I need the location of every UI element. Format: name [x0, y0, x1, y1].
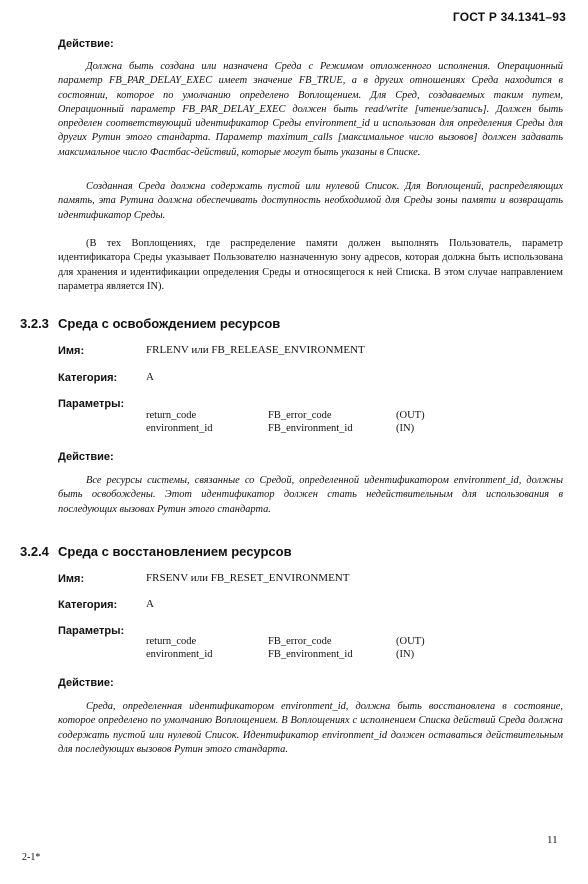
action-paragraph: Все ресурсы системы, связанные со Средой, определенной идентификатором environment_id, должны быть освобождены. Этот идентификатор должен стать недействительным для использования в последующих вызовах Рутин этого стандарта. — [58, 475, 563, 515]
action-label: Действие: — [58, 677, 114, 689]
params-table — [0, 410, 588, 438]
category-label: Категория: — [58, 372, 118, 384]
action-label: Действие: — [58, 38, 114, 50]
section-heading-3-2-4 — [20, 544, 292, 559]
standard-header: ГОСТ Р 34.1341–93 — [452, 10, 566, 24]
action-paragraph-1: Должна быть создана или назначена Среда с Режимом отложенного исполнения. Операционный параметр FB_PAR_DELAY_EXEC имеет значение FB_TRUE, а в других отношениях Среда находится в состоянии, которое по умолчанию определено Воплощением. Для Сред, создаваемых таким путем, Операционный параметр FB_PAR_DELAY_EXEC должен быть read/write [чтение/запись]. Должен быть определен соответствующий идентификатор Среды environment_id и использован для определения Среды для других Рутин этого стандарта. Параметр maximum_calls [максимальное число вызовов] должен задавать максимальное число Фастбас-действий, которые могут быть указаны в Списке. — [58, 61, 563, 158]
section-title: Среда с восстановлением ресурсов — [58, 544, 292, 559]
name-label: Имя: — [58, 345, 85, 357]
routine-name: FRSENV или FB_RESET_ENVIRONMENT — [146, 572, 350, 584]
routine-name: FRLENV или FB_RELEASE_ENVIRONMENT — [146, 344, 365, 356]
action-paragraph-3: (В тех Воплощениях, где распределение памяти должен выполнять Пользователь, параметр идентификатора Среды указывает Пользователю назначенную зону адресов, которая должна быть использована для хранения и идентификации определения Среды и относящегося к ней Списка. В этом случае направлением параметра является IN). — [58, 238, 563, 292]
param-name: return_code — [146, 410, 197, 421]
params-label: Параметры: — [58, 625, 125, 637]
params-table — [0, 636, 588, 664]
section-number: 3.2.4 — [20, 544, 49, 559]
param-direction: (IN) — [396, 423, 415, 434]
param-type: FB_error_code — [268, 636, 332, 647]
section-number: 3.2.3 — [20, 316, 49, 331]
param-type: FB_environment_id — [268, 649, 353, 660]
action-label: Действие: — [58, 451, 114, 463]
category-value: A — [146, 598, 154, 610]
param-type: FB_error_code — [268, 410, 332, 421]
category-label: Категория: — [58, 599, 118, 611]
param-name: environment_id — [146, 423, 213, 434]
param-name: return_code — [146, 636, 197, 647]
param-direction: (OUT) — [396, 410, 425, 421]
category-value: A — [146, 371, 154, 383]
param-direction: (OUT) — [396, 636, 425, 647]
param-name: environment_id — [146, 649, 213, 660]
section-heading-3-2-3 — [20, 316, 280, 331]
action-paragraph-2: Созданная Среда должна содержать пустой или нулевой Список. Для Воплощений, распределяющих память, эта Рутина должна обеспечивать доступность необходимой для Среды зоны памяти и возвращать идентификатор Среды. — [58, 181, 563, 221]
params-label: Параметры: — [58, 398, 125, 410]
param-direction: (IN) — [396, 649, 415, 660]
section-title: Среда с освобождением ресурсов — [58, 316, 281, 331]
page-number: 11 — [547, 834, 558, 846]
name-label: Имя: — [58, 573, 85, 585]
footer-mark: 2-1* — [22, 852, 41, 863]
action-paragraph: Среда, определенная идентификатором environment_id, должна быть восстановлена в состояние, которое определено по умолчанию Воплощением. В Воплощениях с исполнением Списка действий Среда должна содержать пустой или нулевой Список. Идентификатор environment_id должен оставаться действительным для последующих вызовов Рутин этого стандарта. — [58, 701, 563, 755]
param-type: FB_environment_id — [268, 423, 353, 434]
